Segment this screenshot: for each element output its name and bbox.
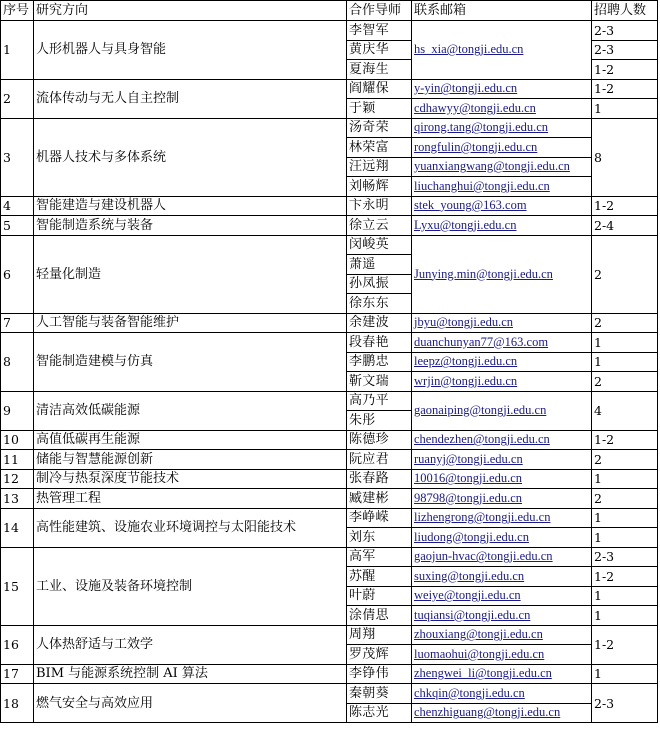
supervisor-name: 卞永明 (347, 196, 412, 216)
supervisor-name: 刘东 (347, 528, 412, 548)
supervisor-name: 李鹏忠 (347, 352, 412, 372)
research-direction: 高值低碳再生能源 (34, 430, 347, 450)
supervisor-name: 黄庆华 (347, 40, 412, 60)
email-cell (412, 196, 592, 216)
email-cell (412, 645, 592, 665)
table-row (1, 450, 658, 470)
row-number: 18 (1, 684, 34, 723)
hiring-count: 2 (592, 372, 658, 392)
table-row (1, 625, 658, 645)
email-link[interactable]: chenzhiguang@tongji.edu.cn (414, 705, 561, 720)
supervisor-name: 靳文瑞 (347, 372, 412, 392)
hiring-count: 2 (592, 450, 658, 470)
hiring-count: 2-3 (592, 40, 658, 60)
hiring-count: 2-3 (592, 547, 658, 567)
supervisor-name: 孙凤振 (347, 274, 412, 294)
row-number: 1 (1, 21, 34, 80)
hiring-count: 2 (592, 313, 658, 333)
email-link[interactable]: wrjin@tongji.edu.cn (414, 373, 518, 388)
table-row (1, 333, 658, 353)
table-row (1, 313, 658, 333)
table-row (1, 196, 658, 216)
supervisor-name: 张春路 (347, 469, 412, 489)
email-link[interactable]: liuchanghui@tongji.edu.cn (414, 178, 550, 193)
email-link[interactable]: qirong.tang@tongji.edu.cn (414, 120, 549, 135)
research-direction: BIM 与能源系统控制 AI 算法 (34, 664, 347, 684)
email-link[interactable]: zhouxiang@tongji.edu.cn (414, 627, 543, 642)
research-direction: 燃气安全与高效应用 (34, 684, 347, 723)
research-direction: 人形机器人与具身智能 (34, 21, 347, 80)
email-link[interactable]: leepz@tongji.edu.cn (414, 354, 518, 369)
table-row (1, 430, 658, 450)
email-cell (412, 352, 592, 372)
hiring-count: 1 (592, 528, 658, 548)
email-cell (412, 703, 592, 723)
table-row (1, 684, 658, 704)
supervisor-name: 秦朝葵 (347, 684, 412, 704)
email-cell (412, 664, 592, 684)
email-cell (412, 333, 592, 353)
row-number: 10 (1, 430, 34, 450)
email-cell (412, 547, 592, 567)
row-number: 9 (1, 391, 34, 430)
supervisor-name: 叶蔚 (347, 586, 412, 606)
table-row (1, 79, 658, 99)
email-link[interactable]: jbyu@tongji.edu.cn (414, 315, 513, 330)
table-row (1, 118, 658, 138)
row-number: 16 (1, 625, 34, 664)
table-row (1, 664, 658, 684)
hiring-count: 1-2 (592, 567, 658, 587)
research-direction: 高性能建筑、设施农业环境调控与太阳能技术 (34, 508, 347, 547)
header-count: 招聘人数 (592, 1, 658, 21)
supervisor-name: 李智军 (347, 21, 412, 41)
supervisor-name: 刘畅辉 (347, 177, 412, 197)
hiring-count: 2-3 (592, 21, 658, 41)
header-row (1, 1, 658, 21)
supervisor-name: 高乃平 (347, 391, 412, 411)
email-cell (412, 606, 592, 626)
email-link[interactable]: rongfulin@tongji.edu.cn (414, 139, 538, 154)
row-number: 8 (1, 333, 34, 392)
supervisor-name: 臧建彬 (347, 489, 412, 509)
table-row (1, 469, 658, 489)
email-link[interactable]: ruanyj@tongji.edu.cn (414, 451, 523, 466)
supervisor-name: 段春艳 (347, 333, 412, 353)
research-direction: 工业、设施及装备环境控制 (34, 547, 347, 625)
email-link[interactable]: Lyxu@tongji.edu.cn (414, 217, 517, 232)
research-direction: 人工智能与装备智能维护 (34, 313, 347, 333)
email-cell (412, 216, 592, 236)
email-cell (412, 586, 592, 606)
email-link[interactable]: 10016@tongji.edu.cn (414, 471, 523, 486)
row-number: 11 (1, 450, 34, 470)
research-direction: 储能与智慧能源创新 (34, 450, 347, 470)
row-number: 14 (1, 508, 34, 547)
email-link[interactable]: lizhengrong@tongji.edu.cn (414, 510, 551, 525)
header-email: 联系邮箱 (412, 1, 592, 21)
email-link[interactable]: duanchunyan77@163.com (414, 334, 549, 349)
row-number: 6 (1, 235, 34, 313)
email-cell (412, 235, 592, 313)
hiring-count: 2 (592, 489, 658, 509)
research-direction: 智能制造系统与装备 (34, 216, 347, 236)
supervisor-name: 夏海生 (347, 60, 412, 80)
supervisor-name: 徐立云 (347, 216, 412, 236)
supervisor-name: 苏醒 (347, 567, 412, 587)
row-number: 5 (1, 216, 34, 236)
email-link[interactable]: hs_xia@tongji.edu.cn (414, 42, 524, 57)
row-number: 2 (1, 79, 34, 118)
row-number: 7 (1, 313, 34, 333)
hiring-count: 2-4 (592, 216, 658, 236)
research-direction: 智能制造建模与仿真 (34, 333, 347, 392)
hiring-count: 1-2 (592, 60, 658, 80)
research-direction: 机器人技术与多体系统 (34, 118, 347, 196)
table-row (1, 216, 658, 236)
supervisor-name: 林荣富 (347, 138, 412, 158)
supervisor-name: 余建波 (347, 313, 412, 333)
research-direction: 清洁高效低碳能源 (34, 391, 347, 430)
email-cell (412, 508, 592, 528)
email-link[interactable]: y-yin@tongji.edu.cn (414, 81, 518, 96)
email-link[interactable]: stek_young@163.com (414, 198, 527, 213)
email-link[interactable]: tuqiansi@tongji.edu.cn (414, 607, 531, 622)
supervisor-name: 高军 (347, 547, 412, 567)
table-row (1, 508, 658, 528)
table-row (1, 235, 658, 255)
research-direction: 人体热舒适与工效学 (34, 625, 347, 664)
email-cell (412, 567, 592, 587)
supervisor-name: 阮应君 (347, 450, 412, 470)
header-supervisor: 合作导师 (347, 1, 412, 21)
email-cell (412, 430, 592, 450)
hiring-count: 2-3 (592, 684, 658, 723)
supervisor-name: 李铮伟 (347, 664, 412, 684)
supervisor-name: 陈志光 (347, 703, 412, 723)
email-cell (412, 138, 592, 158)
hiring-count: 1 (592, 586, 658, 606)
email-link[interactable]: cdhawyy@tongji.edu.cn (414, 100, 536, 115)
hiring-count: 1-2 (592, 79, 658, 99)
supervisor-name: 朱彤 (347, 411, 412, 431)
email-link[interactable]: chkqin@tongji.edu.cn (414, 685, 525, 700)
hiring-count: 8 (592, 118, 658, 196)
email-link[interactable]: liudong@tongji.edu.cn (414, 529, 529, 544)
table-row (1, 489, 658, 509)
email-cell (412, 157, 592, 177)
email-link[interactable]: gaojun-hvac@tongji.edu.cn (414, 549, 553, 564)
supervisor-name: 汤奇荣 (347, 118, 412, 138)
header-direction: 研究方向 (34, 1, 347, 21)
hiring-count: 1-2 (592, 625, 658, 664)
supervisor-name: 于颖 (347, 99, 412, 119)
row-number: 4 (1, 196, 34, 216)
email-cell (412, 489, 592, 509)
email-cell (412, 79, 592, 99)
email-cell (412, 118, 592, 138)
supervisor-name: 阎耀保 (347, 79, 412, 99)
email-cell (412, 450, 592, 470)
supervisor-name: 周翔 (347, 625, 412, 645)
supervisor-name: 闵峻英 (347, 235, 412, 255)
email-cell (412, 177, 592, 197)
email-cell (412, 469, 592, 489)
hiring-count: 1-2 (592, 430, 658, 450)
supervisor-name: 汪远翔 (347, 157, 412, 177)
row-number: 17 (1, 664, 34, 684)
email-link[interactable]: luomaohui@tongji.edu.cn (414, 646, 545, 661)
email-link[interactable]: chendezhen@tongji.edu.cn (414, 432, 550, 447)
table-row (1, 391, 658, 411)
research-direction: 流体传动与无人自主控制 (34, 79, 347, 118)
table-body (1, 21, 658, 723)
table-row (1, 21, 658, 41)
table-row (1, 547, 658, 567)
email-cell (412, 625, 592, 645)
header-num: 序号 (1, 1, 34, 21)
email-link[interactable]: Junying.min@tongji.edu.cn (414, 266, 553, 281)
research-direction: 热管理工程 (34, 489, 347, 509)
email-cell (412, 528, 592, 548)
hiring-count: 1-2 (592, 196, 658, 216)
research-direction: 制冷与热泵深度节能技术 (34, 469, 347, 489)
email-cell (412, 684, 592, 704)
supervisor-name: 萧遥 (347, 255, 412, 275)
email-cell (412, 391, 592, 430)
email-link[interactable]: zhengwei_li@tongji.edu.cn (414, 666, 552, 681)
row-number: 15 (1, 547, 34, 625)
email-cell (412, 99, 592, 119)
hiring-count: 4 (592, 391, 658, 430)
hiring-count: 1 (592, 606, 658, 626)
hiring-count: 1 (592, 469, 658, 489)
email-link[interactable]: suxing@tongji.edu.cn (414, 568, 525, 583)
row-number: 12 (1, 469, 34, 489)
row-number: 13 (1, 489, 34, 509)
hiring-count: 1 (592, 333, 658, 353)
supervisor-name: 涂倩思 (347, 606, 412, 626)
research-direction: 智能建造与建设机器人 (34, 196, 347, 216)
hiring-count: 1 (592, 99, 658, 119)
email-cell (412, 21, 592, 80)
email-cell (412, 372, 592, 392)
email-link[interactable]: 98798@tongji.edu.cn (414, 490, 523, 505)
supervisor-name: 李峥嵘 (347, 508, 412, 528)
supervisor-name: 罗茂辉 (347, 645, 412, 665)
email-cell (412, 313, 592, 333)
supervisor-name: 徐东东 (347, 294, 412, 314)
hiring-count: 1 (592, 352, 658, 372)
supervisor-name: 陈德珍 (347, 430, 412, 450)
hiring-count: 1 (592, 508, 658, 528)
email-link[interactable]: weiye@tongji.edu.cn (414, 588, 521, 603)
hiring-count: 1 (592, 664, 658, 684)
email-link[interactable]: yuanxiangwang@tongji.edu.cn (414, 159, 570, 174)
table-header (1, 1, 658, 21)
row-number: 3 (1, 118, 34, 196)
hiring-count: 2 (592, 235, 658, 313)
email-link[interactable]: gaonaiping@tongji.edu.cn (414, 403, 547, 417)
research-direction: 轻量化制造 (34, 235, 347, 313)
